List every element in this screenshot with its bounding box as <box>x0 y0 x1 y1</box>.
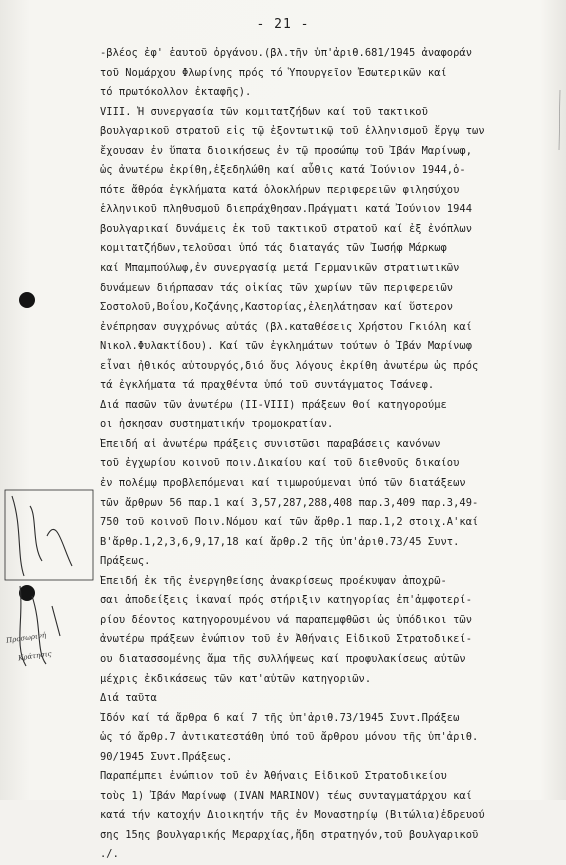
text-line: βουλγαρικοῦ στρατοῦ εἰς τῷ ἐξοντωτικῷ τοῦ ἑλληνισμοῦ ἔργῳ των <box>100 125 485 138</box>
text-line: τό πρωτόκολλον ἐκταφῆς). <box>100 86 252 99</box>
text-line: τοὺς 1) Ἰβάν Μαρίνωφ (IVAN MARINOV) τέως συνταγματάρχου καί <box>100 789 473 802</box>
text-line: οι ἠσκησαν συστηματικήν τρομοκρατίαν. <box>100 418 334 431</box>
text-line: καί Μπαμπούλωφ,ἐν συνεργασίᾳ μετά Γερμανικῶν στρατιωτικῶν <box>100 262 460 275</box>
text-line: ρίου δέοντος κατηγορουμένου νά παραπεμφθῶσι ὡς ὑπόδικοι τῶν <box>100 613 473 626</box>
margin-note: Κράτησις <box>17 649 52 663</box>
margin-note: Προσωρινή <box>5 631 47 645</box>
margin-handwriting <box>2 476 94 676</box>
text-line: -βλέος ἐφ' ἑαυτοῦ ὀργάνου.(βλ.τῆν ὑπ'ἀριθ.681/1945 ἀναφοράν <box>100 47 473 59</box>
text-line: ου διατασσομένης ἅμα τῆς συλλήψεως καί προφυλακίσεως αὐτῶν <box>100 652 466 665</box>
text-line: Ἐπειδή ἐκ τῆς ἐνεργηθείσης ἀνακρίσεως προέκυψαν ἀποχρῶ- <box>100 574 447 587</box>
text-line: σης 15ης βουλγαρικής Μεραρχίας,ἤδη στρατηγόν,τοῦ βουλγαρικοῦ <box>100 828 479 841</box>
text-line: εἶναι ἠθικός αὐτουργός,διό ὅυς λόγους ἐκρίθη ἀνωτέρω ὡς πρός <box>100 359 479 372</box>
text-line: ἐνέπρησαν συγχρόνως αὐτάς (βλ.καταθέσεις Χρήστου Γκιόλη καί <box>100 320 473 333</box>
text-line: ./. <box>100 848 119 861</box>
pencil-mark <box>556 90 564 150</box>
text-line: πότε ἄθρόα ἐγκλήματα κατά ὁλοκλήρων περιφερειῶν φιλησύχου <box>100 183 460 196</box>
text-line: 750 τοῦ κοινοῦ Ποιν.Νόμου καί τῶν ἄρθρ.1 παρ.1,2 στοιχ.Α'καί <box>100 516 479 529</box>
text-line: Διά ταῦτα <box>100 692 157 705</box>
text-line: Σοστολοῦ,Βοΐου,Κοζάνης,Καστορίας,ἐλεηλάτησαν καί ὕστερον <box>100 301 454 314</box>
text-line: κατά τήν κατοχήν Διοικητήν τῆς ἐν Μοναστηρίῳ (Βιτώλια)ἑδρευού <box>100 809 485 822</box>
text-line: ἀνωτέρω πράξεων ἐνώπιον τοῦ ἐν Ἀθήναις Εἰδικοῦ Στρατοδικεί- <box>100 633 473 646</box>
text-line: σαι ἀποδείξεις ἱκαναί πρός στήριξιν κατηγορίας ἐπ'ἀμφοτερί- <box>100 594 473 607</box>
text-line: τά ἐγκλήματα τά πραχθέντα ὑπό τοῦ συντάγματος Τσάνεφ. <box>100 379 435 392</box>
text-line: Ἐπειδή αἱ ἀνωτέρω πράξεις συνιστῶσι παραβάσεις κανόνων <box>100 437 441 450</box>
text-line: Παραπέμπει ἐνώπιον τοῦ ἐν Ἀθήναις Εἰδικοῦ Στρατοδικείου <box>100 770 447 783</box>
document-body <box>100 44 562 865</box>
text-line: βουλγαρικαί δυνάμεις ἐκ τοῦ τακτικοῦ στρατοῦ καί ἐξ ἐνόπλων <box>100 222 473 235</box>
text-line: Ἰδόν καί τά ἄρθρα 6 καί 7 τῆς ὑπ'ἀριθ.73/1945 Συντ.Πράξεω <box>100 711 460 724</box>
text-line: ὡς τό ἄρθρ.7 ἀντικατεστάθη ὑπό τοῦ ἄρθρου μόνου τῆς ὑπ'ἀριθ. <box>100 731 479 744</box>
page-number: - 21 - <box>256 17 310 32</box>
punch-hole <box>19 292 35 308</box>
text-line: ἐν πολέμῳ προβλεπόμεναι καί τιμωρούμεναι ὑπό τῶν διατάξεων <box>100 477 466 490</box>
text-line: τῶν ἄρθρων 56 παρ.1 καί 3,57,287,288,408 παρ.3,409 παρ.3,49- <box>100 496 479 509</box>
text-line: Νικολ.Φυλακτίδου). Καί τῶν ἐγκλημάτων τούτων ὁ Ἰβάν Μαρίνωφ <box>100 340 473 353</box>
text-line: Διά πασῶν τῶν ἀνωτέρω (II-VIII) πράξεων θοί κατηγορούμε <box>100 398 447 411</box>
text-line: Πράξεως. <box>100 555 151 568</box>
text-line: VIII. Ἡ συνεργασία τῶν κομιτατζήδων καί τοῦ τακτικοῦ <box>100 105 428 118</box>
text-line: 90/1945 Συντ.Πράξεως. <box>100 750 233 763</box>
text-line: ἔχουσαν ἐν ὕπατα διοικήσεως ἐν τῷ προσώπῳ τοῦ Ἰβάν Μαρίνωφ, <box>100 144 473 157</box>
text-line: τοῦ ἐγχωρίου κοινοῦ ποιν.Δικαίου καί τοῦ διεθνοῦς δικαίου <box>100 457 460 470</box>
text-line: κομιτατζήδων,τελοῦσαι ὑπό τάς διαταγάς τῶν Ἰωσήφ Μάρκωφ <box>100 242 447 255</box>
text-line: δυνάμεων διήρπασαν τάς οἰκίας τῶν χωρίων τῶν περιφερειῶν <box>100 281 454 294</box>
text-line: τοῦ Νομάρχου Φλωρίνης πρός τό Ὑπουργεῖον Ἐσωτερικῶν καί <box>100 66 447 79</box>
text-line: Β'ἄρθρ.1,2,3,6,9,17,18 καί ἄρθρ.2 τῆς ὑπ'ἀριθ.73/45 Συντ. <box>100 535 460 548</box>
text-line: μέχρις ἐκδικάσεως τῶν κατ'αὐτῶν κατηγοριῶν. <box>100 672 372 685</box>
text-line: ἑλληνικοῦ πληθυσμοῦ διεπράχθησαν.Πράγματι κατά Ἰούνιον 1944 <box>100 203 473 216</box>
text-line: ὡς ἀνωτέρω ἐκρίθη,ἐξεδηλώθη καί αὖθις κατά Ἰούνιον 1944,ὁ- <box>100 164 466 177</box>
